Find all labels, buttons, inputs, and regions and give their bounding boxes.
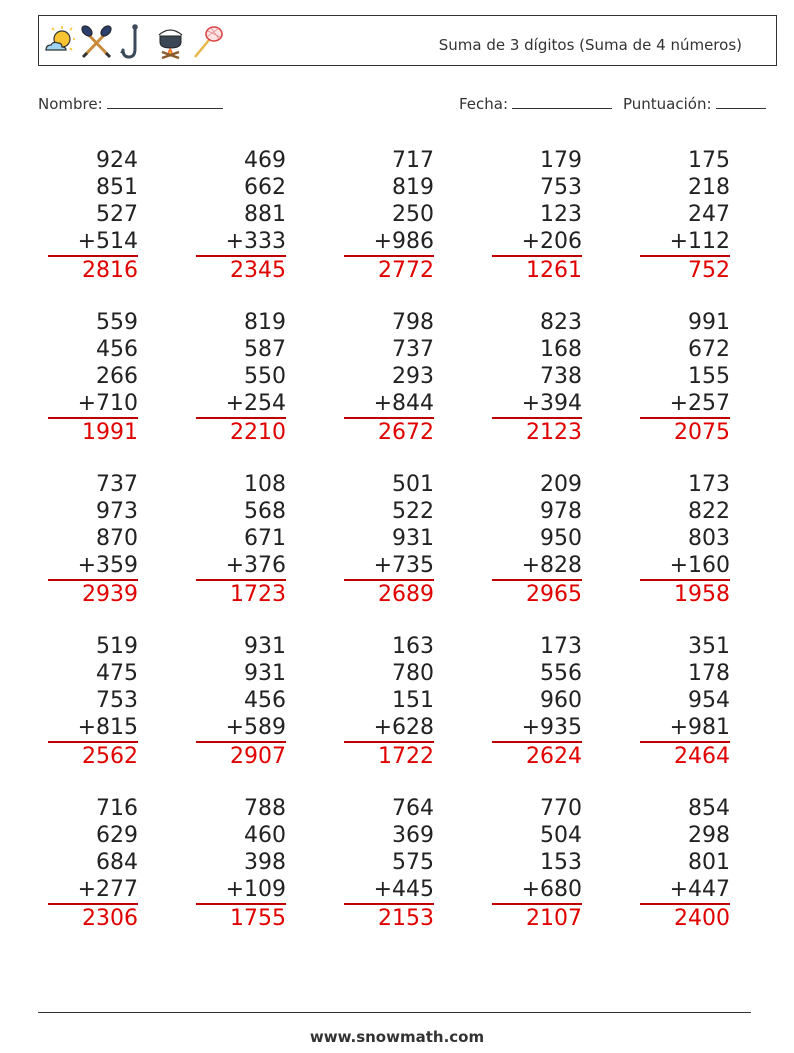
- answer: 2345: [230, 258, 286, 283]
- last-addend: +514: [48, 228, 138, 257]
- last-addend: +160: [640, 552, 730, 581]
- last-addend: +112: [640, 228, 730, 257]
- answer: 2400: [674, 906, 730, 931]
- footer-rule: [38, 1012, 751, 1013]
- answer: 1261: [526, 258, 582, 283]
- addition-problem: [48, 309, 138, 447]
- addend: 672: [688, 337, 730, 362]
- addend: 351: [688, 634, 730, 659]
- addend: 469: [244, 148, 286, 173]
- addend: 803: [688, 526, 730, 551]
- addend: 950: [540, 526, 582, 551]
- last-addend: +257: [640, 390, 730, 419]
- addend: 151: [392, 688, 434, 713]
- worksheet-title: Suma de 3 dígitos (Suma de 4 números): [438, 36, 742, 54]
- addition-problem: [344, 471, 434, 609]
- last-addend: +445: [344, 876, 434, 905]
- addend: 737: [392, 337, 434, 362]
- addend: 475: [96, 661, 138, 686]
- addition-problem: [196, 309, 286, 447]
- addend: 266: [96, 364, 138, 389]
- addition-problem: [492, 147, 582, 285]
- addition-problem: [640, 471, 730, 609]
- answer: 2464: [674, 744, 730, 769]
- addend: 931: [244, 634, 286, 659]
- addend: 247: [688, 202, 730, 227]
- addend: 293: [392, 364, 434, 389]
- addition-problem: [640, 795, 730, 933]
- last-addend: +710: [48, 390, 138, 419]
- addition-problem: [492, 471, 582, 609]
- last-addend: +735: [344, 552, 434, 581]
- addition-problem: [492, 633, 582, 771]
- answer: 2624: [526, 744, 582, 769]
- addition-problem: [640, 633, 730, 771]
- addend: 175: [688, 148, 730, 173]
- addend: 870: [96, 526, 138, 551]
- addend: 819: [392, 175, 434, 200]
- last-addend: +376: [196, 552, 286, 581]
- name-label: Nombre:: [38, 95, 103, 113]
- addend: 801: [688, 850, 730, 875]
- score-label: Puntuación:: [623, 95, 712, 113]
- addend: 522: [392, 499, 434, 524]
- addend: 369: [392, 823, 434, 848]
- addend: 780: [392, 661, 434, 686]
- addition-problem: [48, 471, 138, 609]
- last-addend: +333: [196, 228, 286, 257]
- last-addend: +935: [492, 714, 582, 743]
- addend: 737: [96, 472, 138, 497]
- answer: 2689: [378, 582, 434, 607]
- addend: 123: [540, 202, 582, 227]
- addend: 978: [540, 499, 582, 524]
- addend: 168: [540, 337, 582, 362]
- addend: 764: [392, 796, 434, 821]
- addend: 738: [540, 364, 582, 389]
- addend: 456: [244, 688, 286, 713]
- answer: 1723: [230, 582, 286, 607]
- answer: 2816: [82, 258, 138, 283]
- answer: 2210: [230, 420, 286, 445]
- last-addend: +981: [640, 714, 730, 743]
- date-label: Fecha:: [459, 95, 509, 113]
- addend: 931: [244, 661, 286, 686]
- last-addend: +589: [196, 714, 286, 743]
- addend: 218: [688, 175, 730, 200]
- last-addend: +628: [344, 714, 434, 743]
- addend: 684: [96, 850, 138, 875]
- addition-problem: [344, 147, 434, 285]
- addition-problem: [196, 147, 286, 285]
- addend: 798: [392, 310, 434, 335]
- addition-problem: [640, 147, 730, 285]
- addend: 298: [688, 823, 730, 848]
- addition-problem: [344, 309, 434, 447]
- addend: 519: [96, 634, 138, 659]
- addition-problem: [196, 471, 286, 609]
- last-addend: +109: [196, 876, 286, 905]
- addend: 559: [96, 310, 138, 335]
- addition-problem: [48, 633, 138, 771]
- answer: 1722: [378, 744, 434, 769]
- addition-problem: [48, 795, 138, 933]
- last-addend: +986: [344, 228, 434, 257]
- answer: 1958: [674, 582, 730, 607]
- addend: 568: [244, 499, 286, 524]
- last-addend: +828: [492, 552, 582, 581]
- answer: 2772: [378, 258, 434, 283]
- footer-site: www.snowmath.com: [309, 1028, 485, 1046]
- addend: 770: [540, 796, 582, 821]
- addend: 753: [540, 175, 582, 200]
- addition-problem: [492, 795, 582, 933]
- addend: 717: [392, 148, 434, 173]
- addend: 556: [540, 661, 582, 686]
- addition-problem: [344, 795, 434, 933]
- addend: 629: [96, 823, 138, 848]
- addend: 108: [244, 472, 286, 497]
- addend: 456: [96, 337, 138, 362]
- addend: 575: [392, 850, 434, 875]
- addend: 716: [96, 796, 138, 821]
- answer: 2672: [378, 420, 434, 445]
- addend: 153: [540, 850, 582, 875]
- addend: 753: [96, 688, 138, 713]
- addend: 973: [96, 499, 138, 524]
- addend: 504: [540, 823, 582, 848]
- addend: 178: [688, 661, 730, 686]
- answer: 2123: [526, 420, 582, 445]
- addend: 179: [540, 148, 582, 173]
- last-addend: +277: [48, 876, 138, 905]
- addition-problem: [196, 633, 286, 771]
- last-addend: +447: [640, 876, 730, 905]
- addend: 163: [392, 634, 434, 659]
- addend: 671: [244, 526, 286, 551]
- answer: 2907: [230, 744, 286, 769]
- addend: 460: [244, 823, 286, 848]
- addend: 662: [244, 175, 286, 200]
- addend: 823: [540, 310, 582, 335]
- addend: 931: [392, 526, 434, 551]
- addend: 209: [540, 472, 582, 497]
- addend: 587: [244, 337, 286, 362]
- answer: 1755: [230, 906, 286, 931]
- addend: 398: [244, 850, 286, 875]
- answer: 2153: [378, 906, 434, 931]
- last-addend: +680: [492, 876, 582, 905]
- answer: 1991: [82, 420, 138, 445]
- addend: 851: [96, 175, 138, 200]
- last-addend: +394: [492, 390, 582, 419]
- addend: 854: [688, 796, 730, 821]
- addend: 250: [392, 202, 434, 227]
- addend: 881: [244, 202, 286, 227]
- answer: 752: [688, 258, 730, 283]
- answer: 2965: [526, 582, 582, 607]
- answer: 2939: [82, 582, 138, 607]
- last-addend: +254: [196, 390, 286, 419]
- addend: 155: [688, 364, 730, 389]
- addend: 822: [688, 499, 730, 524]
- addend: 788: [244, 796, 286, 821]
- addend: 924: [96, 148, 138, 173]
- answer: 2562: [82, 744, 138, 769]
- addition-problem: [492, 309, 582, 447]
- addend: 960: [540, 688, 582, 713]
- last-addend: +206: [492, 228, 582, 257]
- last-addend: +359: [48, 552, 138, 581]
- addend: 991: [688, 310, 730, 335]
- last-addend: +815: [48, 714, 138, 743]
- addition-problem: [344, 633, 434, 771]
- addend: 819: [244, 310, 286, 335]
- last-addend: +844: [344, 390, 434, 419]
- addend: 173: [688, 472, 730, 497]
- answer: 2107: [526, 906, 582, 931]
- addend: 954: [688, 688, 730, 713]
- addend: 173: [540, 634, 582, 659]
- answer: 2306: [82, 906, 138, 931]
- answer: 2075: [674, 420, 730, 445]
- addition-problem: [640, 309, 730, 447]
- addition-problem: [196, 795, 286, 933]
- addend: 527: [96, 202, 138, 227]
- addend: 501: [392, 472, 434, 497]
- addend: 550: [244, 364, 286, 389]
- addition-problem: [48, 147, 138, 285]
